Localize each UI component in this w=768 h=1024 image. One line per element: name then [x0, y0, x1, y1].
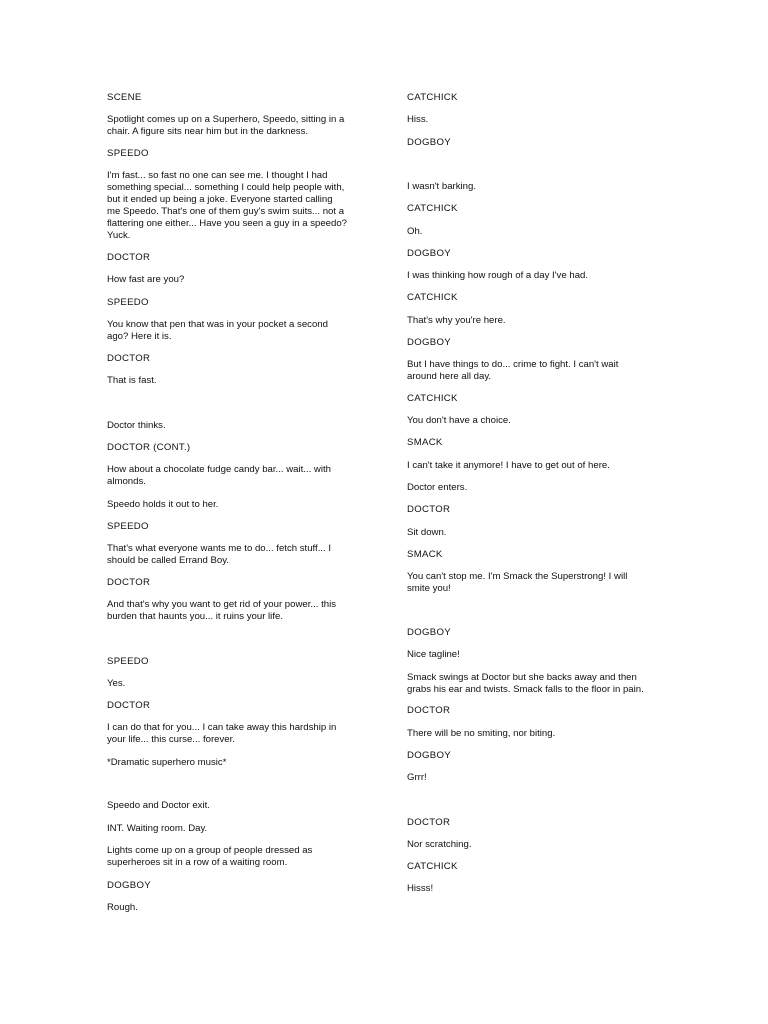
- script-line: That's what everyone wants me to do... fetch stuff... I should be called Errand Boy.: [107, 543, 332, 566]
- character-cue: CATCHICK: [407, 92, 458, 103]
- script-line: *Dramatic superhero music*: [107, 757, 227, 768]
- script-line: You can't stop me. I'm Smack the Superstrong! I will smite you!: [407, 571, 628, 594]
- script-line: Rough.: [107, 902, 138, 913]
- character-cue: DOGBOY: [407, 627, 451, 638]
- script-line: I can do that for you... I can take away this hardship in your life... this curse... forever.: [107, 722, 337, 745]
- script-line: Sit down.: [407, 527, 447, 538]
- character-cue: DOCTOR: [107, 577, 151, 588]
- character-cue: SCENE: [107, 92, 142, 103]
- script-line: Speedo and Doctor exit.: [107, 800, 210, 811]
- script-line: You know that pen that was in your pocket a second ago? Here it is.: [107, 319, 328, 342]
- character-cue: SPEEDO: [107, 521, 149, 532]
- script-line: How about a chocolate fudge candy bar... wait... with almonds.: [107, 464, 331, 487]
- script-line: I'm fast... so fast no one can see me. I thought I had something special... something I could help people with, but it ended up being a joke. Everyone started calling me Speedo. That's one of them guy's swim suits... not a flattering one either... Have you seen a guy in a speedo? Yuck.: [107, 170, 348, 241]
- character-cue: CATCHICK: [407, 203, 458, 214]
- character-cue: SPEEDO: [107, 297, 149, 308]
- script-line: There will be no smiting, nor biting.: [407, 728, 556, 739]
- character-cue: CATCHICK: [407, 292, 458, 303]
- script-line: That's why you're here.: [407, 315, 506, 326]
- character-cue: SMACK: [407, 549, 443, 560]
- script-line: Nor scratching.: [407, 839, 472, 850]
- script-line: You don't have a choice.: [407, 415, 511, 426]
- script-line: Speedo holds it out to her.: [107, 499, 219, 510]
- character-cue: DOGBOY: [407, 137, 451, 148]
- script-line: But I have things to do... crime to fight. I can't wait around here all day.: [407, 359, 619, 382]
- script-line: Hisss!: [407, 883, 434, 894]
- character-cue: DOCTOR: [407, 817, 451, 828]
- character-cue: CATCHICK: [407, 393, 458, 404]
- script-line: INT. Waiting room. Day.: [107, 823, 208, 834]
- character-cue: DOCTOR: [107, 252, 151, 263]
- script-line: Grrr!: [407, 772, 427, 783]
- character-cue: DOGBOY: [107, 880, 151, 891]
- character-cue: DOCTOR: [107, 353, 151, 364]
- character-cue: SPEEDO: [107, 148, 149, 159]
- script-line: Nice tagline!: [407, 649, 460, 660]
- character-cue: DOCTOR: [407, 705, 451, 716]
- script-line: Oh.: [407, 226, 423, 237]
- script-line: I was thinking how rough of a day I've had.: [407, 270, 589, 281]
- script-line: Hiss.: [407, 114, 429, 125]
- script-line: That is fast.: [107, 375, 157, 386]
- script-line: Doctor thinks.: [107, 420, 166, 431]
- character-cue: DOGBOY: [407, 248, 451, 259]
- character-cue: DOCTOR: [107, 700, 151, 711]
- script-line: Lights come up on a group of people dressed as superheroes sit in a row of a waiting room.: [107, 845, 313, 868]
- script-line: I wasn't barking.: [407, 181, 477, 192]
- script-line: And that's why you want to get rid of your power... this burden that haunts you... it ruins your life.: [107, 599, 337, 622]
- character-cue: SPEEDO: [107, 656, 149, 667]
- character-cue: DOCTOR: [407, 504, 451, 515]
- character-cue: DOGBOY: [407, 750, 451, 761]
- character-cue: SMACK: [407, 437, 443, 448]
- script-line: Spotlight comes up on a Superhero, Speedo, sitting in a chair. A figure sits near him but in the darkness.: [107, 114, 345, 137]
- script-line: Yes.: [107, 678, 126, 689]
- character-cue: DOCTOR (CONT.): [107, 442, 191, 453]
- character-cue: DOGBOY: [407, 337, 451, 348]
- script-line: Doctor enters.: [407, 482, 468, 493]
- script-line: How fast are you?: [107, 274, 185, 285]
- character-cue: CATCHICK: [407, 861, 458, 872]
- script-line: Smack swings at Doctor but she backs away and then grabs his ear and twists. Smack falls to the floor in pain.: [407, 672, 644, 695]
- script-line: I can't take it anymore! I have to get out of here.: [407, 460, 610, 471]
